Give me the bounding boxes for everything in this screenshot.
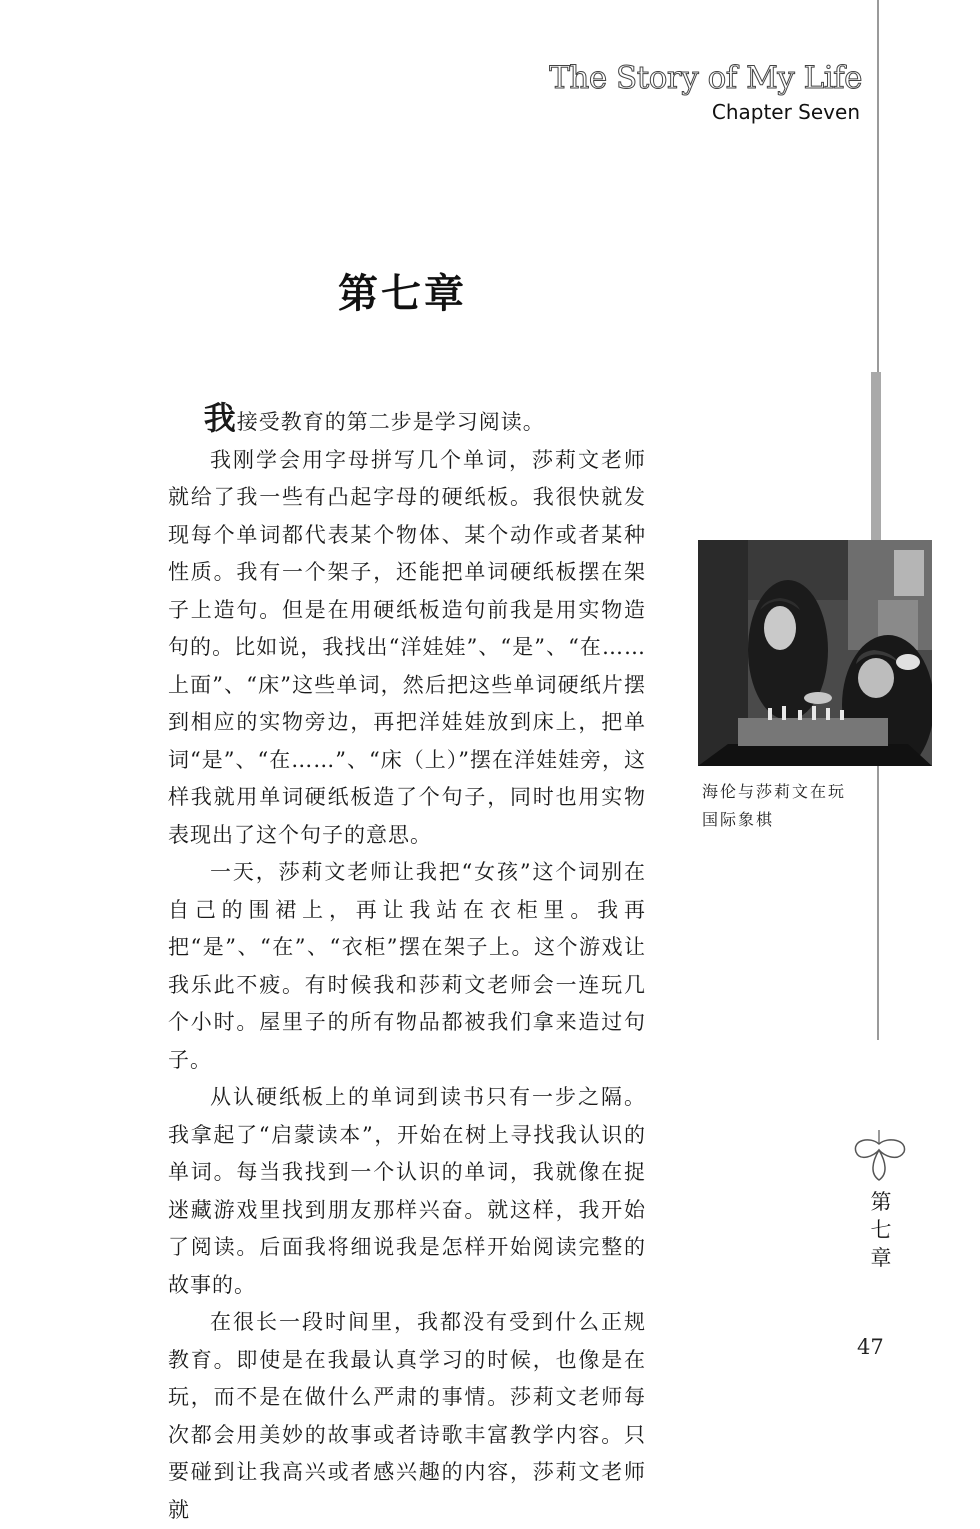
side-tab-char: 章 [870,1246,892,1270]
paragraph: 我刚学会用字母拼写几个单词，莎莉文老师就给了我一些有凸起字母的硬纸板。我很快就发现每个单词都代表某个物体、某个动作或者某种性质。我有一个架子，还能把单词硬纸板摆在架子上造句。但是在用硬纸板造句前我是用实物造句的。比如说，我找出“洋娃娃”、“是”、“在……上面”、“床”这些单词，然后把这些单词硬纸片摆到相应的实物旁边，再把洋娃娃放到床上，把单词“是”、“在……”、“床（上）”摆在洋娃娃旁，这样我就用单词硬纸板造了个句子，同时也用实物表现出了这个句子的意思。 [168,447,646,847]
chapter-heading: 第七章 [338,271,467,317]
chapter-english-label: Chapter Seven [711,100,860,124]
paragraph: 从认硬纸板上的单词到读书只有一步之隔。我拿起了“启蒙读本”，开始在树上寻找我认识的单词。每当我找到一个认识的单词，我就像在捉迷藏游戏里找到朋友那样兴奋。就这样，我开始了阅读。后面我将细说我是怎样开始阅读完整的故事的。 [168,1085,646,1297]
book-title: The Story of My Life [549,60,862,96]
page-number: 47 [857,1335,884,1359]
side-tab-char: 七 [870,1218,892,1242]
paragraph [168,399,646,442]
caption-line: 国际象棋 [702,810,775,829]
caption-line: 海伦与莎莉文在玩 [702,782,847,801]
ornament-icon [848,1130,912,1188]
paragraph: 在很长一段时间里，我都没有受到什么正规教育。即使是在我最认真学习的时候，也像是在玩，而不是在做什么严肃的事情。莎莉文老师每次都会用美妙的故事或者诗歌丰富教学内容。只要碰到让我高兴或者感兴趣的内容，莎莉文老师就 [168,1310,646,1522]
chapter-side-tab [868,1188,894,1272]
chess-photo [698,540,932,766]
side-tab-char: 第 [870,1190,892,1214]
paragraph: 一天，莎莉文老师让我把“女孩”这个词别在自己的围裙上，再让我站在衣柜里。我再把“是”、“在”、“衣柜”摆在架子上。这个游戏让我乐此不疲。有时候我和莎莉文老师会一连玩几个小时。屋里子的所有物品都被我们拿来造过句子。 [168,860,646,1072]
drop-cap: 我 [203,399,237,437]
photo-caption [702,778,872,834]
body-text [168,399,646,1529]
margin-rule-accent [871,372,881,540]
paragraph-text: 接受教育的第二步是学习阅读。 [236,410,545,434]
